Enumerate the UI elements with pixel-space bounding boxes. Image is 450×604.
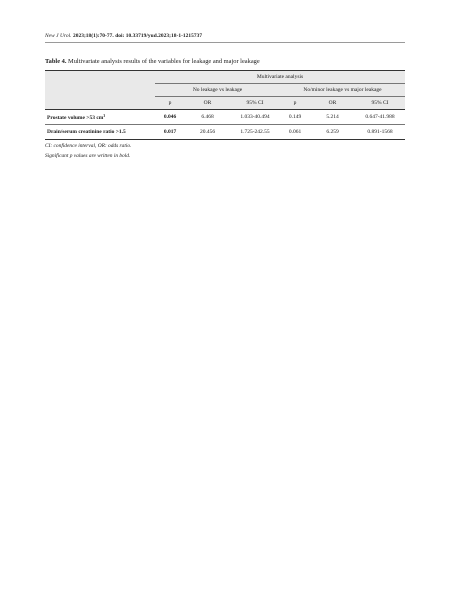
cell-ci: 0.647-41.988 — [355, 110, 405, 125]
group-header-1: No leakage vs leakage — [155, 84, 280, 97]
running-header — [45, 33, 202, 39]
cell-p: 0.149 — [280, 110, 310, 125]
cell-ci: 1.033-40.494 — [230, 110, 280, 125]
table-notes — [45, 142, 131, 161]
cell-ci: 0.891-1568 — [355, 125, 405, 140]
cell-p: 0.061 — [280, 125, 310, 140]
cell-or: 6.468 — [185, 110, 230, 125]
table-caption-text: Multivariate analysis results of the variables for leakage and major leakage — [68, 58, 260, 65]
corner-cell — [45, 71, 155, 84]
row-label: Drain/serum creatinine ratio >1.5 — [45, 125, 155, 140]
group-header-2: No/minor leakage vs major leakage — [280, 84, 405, 97]
abbreviation-note: CI: confidence interval, OR: odds ratio. — [45, 143, 132, 149]
super-header: Multivariate analysis — [155, 71, 405, 84]
results-table — [45, 70, 405, 140]
citation: 2023;18(1):70-77. doi: 10.33719/yud.2023;18-1-1215737 — [72, 33, 203, 39]
table-row — [45, 125, 405, 140]
table-caption — [45, 58, 260, 65]
column-header-ci: 95% CI — [355, 97, 405, 110]
table-label: Table 4. — [45, 58, 67, 65]
column-header-ci: 95% CI — [230, 97, 280, 110]
column-header-p: p — [155, 97, 185, 110]
header-divider — [45, 42, 405, 43]
table-row — [45, 110, 405, 125]
corner-cell — [45, 97, 155, 110]
cell-p: 0.046 — [155, 110, 185, 125]
row-label: Prostate volume >53 $cm^3$ — [45, 110, 155, 125]
cell-p: 0.017 — [155, 125, 185, 140]
journal-name: New J Urol. — [45, 33, 72, 39]
column-header-or: OR — [185, 97, 230, 110]
corner-cell — [45, 84, 155, 97]
significance-note: Significant p values are written in bold. — [45, 152, 131, 159]
column-header-or: OR — [310, 97, 355, 110]
cell-or: 20.456 — [185, 125, 230, 140]
cell-ci: 1.725-242.55 — [230, 125, 280, 140]
cell-or: 5.214 — [310, 110, 355, 125]
column-header-p: p — [280, 97, 310, 110]
cell-or: 6.259 — [310, 125, 355, 140]
